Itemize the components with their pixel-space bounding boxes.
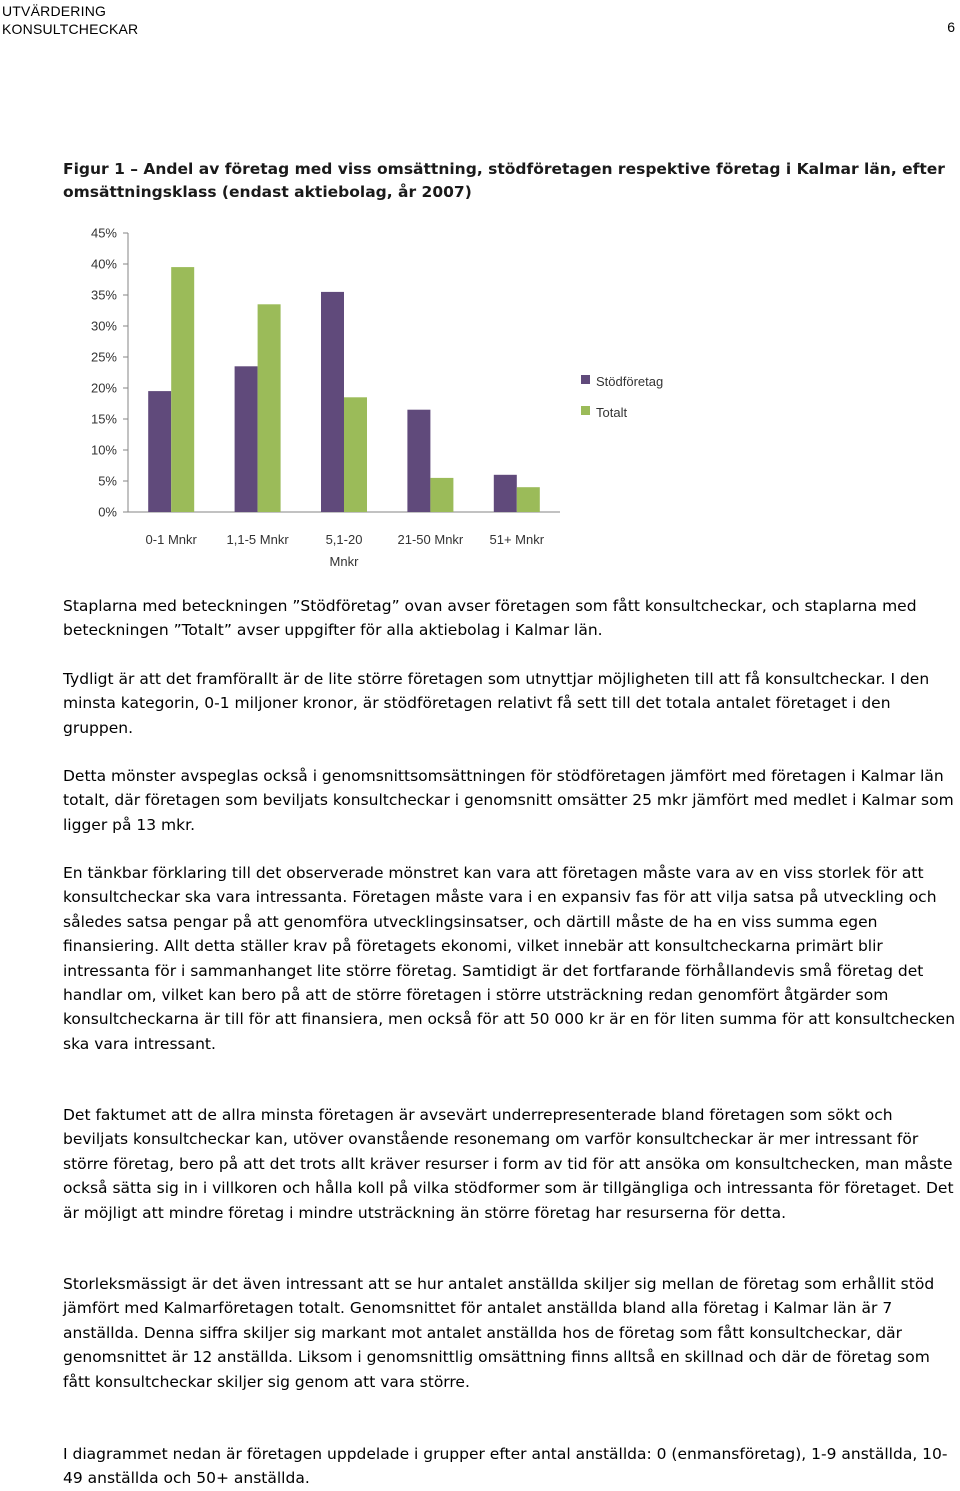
header-line-1: UTVÄRDERING bbox=[2, 3, 107, 19]
bar-chart bbox=[0, 215, 960, 580]
y-tick-label: 5% bbox=[98, 473, 117, 489]
y-tick-label: 40% bbox=[90, 256, 117, 272]
running-header bbox=[2, 2, 138, 38]
y-tick-label: 20% bbox=[90, 380, 117, 396]
bar-stodforetag bbox=[235, 366, 258, 512]
paragraph-7: I diagrammet nedan är företagen uppdelade i grupper efter antal anställda: 0 (enmansföretag), 1-9 anställda, 10-49 anställda och 50+ anställda. bbox=[63, 1445, 948, 1488]
y-tick-label: 10% bbox=[90, 442, 117, 458]
bar-stodforetag bbox=[321, 292, 344, 512]
bar-totalt bbox=[171, 267, 194, 512]
x-tick-label: 51+ Mnkr bbox=[489, 532, 545, 547]
bar-stodforetag bbox=[407, 410, 430, 512]
paragraph-3: Detta mönster avspeglas också i genomsnittsomsättningen för stödföretagen jämfört med företagen i Kalmar län totalt, där företagen som beviljats konsultcheckar i genomsnitt omsätter 25 mkr jämfört med medlet i Kalmar som ligger på 13 mkr. bbox=[63, 767, 954, 834]
y-tick-label: 45% bbox=[90, 225, 117, 241]
paragraph-4: En tänkbar förklaring till det observerade mönstret kan vara att företagen måste vara av en viss storlek för att konsultcheckar ska vara intressanta. Företagen måste vara i en expansiv fas för att vilja satsa på utveckling och således satsa pengar på att genomföra utvecklingsinsatser, och därtill måste de ha en viss summa egen finansiering. Allt detta ställer krav på företagets ekonomi, vilket innebär att konsultcheckarna primärt blir intressanta för i sammanhanget lite större företag. Samtidigt är det fortfarande förhållandevis små företag det handlar om, vilket kan bero på att de större företagen i större utsträckning redan genomfört åtgärder som konsultcheckarna är till för att finansiera, men också för att 50 000 kr är en för liten summa för att konsultchecken ska vara intressant. bbox=[63, 864, 956, 1053]
bar-totalt bbox=[517, 487, 540, 512]
bar-totalt bbox=[430, 478, 453, 512]
figure-caption: Figur 1 – Andel av företag med viss omsättning, stödföretagen respektive företag i Kalmar län, efter omsättningsklass (endast aktiebolag, år 2007) bbox=[63, 160, 945, 201]
bar-totalt bbox=[344, 397, 367, 512]
legend-label: Stödföretag bbox=[596, 374, 664, 389]
paragraph-5: Det faktumet att de allra minsta företagen är avsevärt underrepresenterade bland företagen som sökt och beviljats konsultcheckar kan, utöver ovanstående resonemang om varför konsultcheckar är mer intressant för större företag, bero på att det trots allt kräver resurser i form av tid för att ansöka om konsultchecken, man måste också sätta sig in i villkoren och hålla koll på vilka stödformer som är tillgängliga och intressanta för företaget. Det är möjligt att mindre företag i mindre utsträckning än större företag har resurserna för detta. bbox=[63, 1106, 954, 1222]
legend-swatch bbox=[581, 375, 590, 384]
y-tick-label: 30% bbox=[90, 318, 117, 334]
y-tick-label: 35% bbox=[90, 287, 117, 303]
bar-totalt bbox=[258, 304, 281, 512]
legend-swatch bbox=[581, 406, 590, 415]
y-tick-label: 0% bbox=[98, 504, 117, 520]
paragraph-6: Storleksmässigt är det även intressant att se hur antalet anställda skiljer sig mellan de företag som erhållit stöd jämfört med Kalmarföretagen totalt. Genomsnittet för antalet anställda bland alla företag i Kalmar län är 7 anställda. Denna siffra skiljer sig markant mot antalet anställda hos de företag som fått konsultcheckar, där genomsnittet är 12 anställda. Liksom i genomsnittlig omsättning finns alltså en skillnad och där de företag som fått konsultcheckar skiljer sig genom att vara större. bbox=[63, 1275, 935, 1391]
x-tick-label: 1,1-5 Mnkr bbox=[226, 532, 289, 547]
x-tick-label: 0-1 Mnkr bbox=[145, 532, 197, 547]
page-number: 6 bbox=[947, 19, 955, 35]
y-tick-label: 15% bbox=[90, 411, 117, 427]
bar-stodforetag bbox=[494, 475, 517, 512]
legend-label: Totalt bbox=[596, 405, 628, 420]
x-tick-label: 21-50 Mnkr bbox=[397, 532, 464, 547]
header-line-2: KONSULTCHECKAR bbox=[2, 21, 139, 37]
y-tick-label: 25% bbox=[90, 349, 117, 365]
bar-stodforetag bbox=[148, 391, 171, 512]
paragraph-2: Tydligt är att det framförallt är de lite större företagen som utnyttjar möjligheten till att få konsultcheckar. I den minsta kategorin, 0-1 miljoner kronor, är stödföretagen relativt få sett till det totala antalet företaget i den gruppen. bbox=[63, 670, 930, 737]
x-tick-label: 5,1-20 bbox=[325, 532, 363, 547]
paragraph-1: Staplarna med beteckningen ”Stödföretag” ovan avser företagen som fått konsultcheckar, och staplarna med beteckningen ”Totalt” avser uppgifter för alla aktiebolag i Kalmar län. bbox=[63, 597, 917, 640]
x-tick-label: Mnkr bbox=[329, 554, 359, 569]
